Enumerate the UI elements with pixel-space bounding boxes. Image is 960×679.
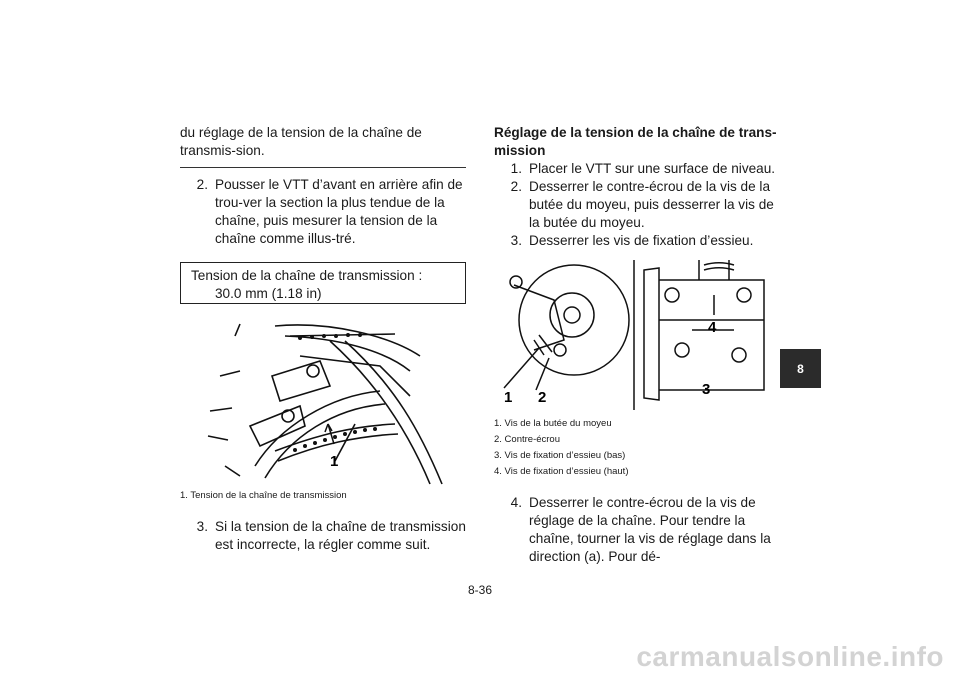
step-text: Si la tension de la chaîne de transmission est incorrecte, la régler comme suit. [215,519,466,552]
step-text: Placer le VTT sur une surface de niveau. [529,161,776,176]
figure1-callout: 1 [330,453,339,470]
step-1 [494,160,780,178]
step-3 [180,518,466,554]
step-number: 2. [196,177,208,192]
section-heading: Réglage de la tension de la chaîne de trans-mission [494,125,777,158]
step-number: 3. [510,233,522,248]
spec-value: 30.0 mm (1.18 in) [215,286,322,301]
left-column [180,124,466,554]
chapter-tab: 8 [780,349,821,388]
step-text: Desserrer le contre-écrou de la vis de la butée du moyeu, puis desserrer la vis de la butée du moyeu. [529,179,774,230]
caption-item: 1. Vis de la butée du moyeu [494,418,612,429]
figure1-caption: 1. Tension de la chaîne de transmission [180,490,347,501]
figure2-captions [494,416,780,480]
step-text: Desserrer les vis de fixation d’essieu. [529,233,754,248]
figure2-callout-3: 3 [702,381,711,398]
intro-paragraph: du réglage de la tension de la chaîne de transmis-sion. [180,125,422,158]
page-number: 8-36 [467,583,493,597]
spec-label: Tension de la chaîne de transmission : [191,268,423,283]
figure2-callout-2: 2 [538,389,547,406]
divider [180,167,466,168]
watermark-logo: carmanualsonline.info [636,641,944,672]
figure2-callout-1: 1 [504,389,513,406]
chain-tension-figure [180,316,466,486]
chain-illustration [180,316,466,486]
step-number: 3. [196,519,208,534]
caption-item: 4. Vis de fixation d’essieu (haut) [494,466,629,477]
caption-item: 3. Vis de fixation d’essieu (bas) [494,450,626,461]
right-column [494,124,780,566]
hub-adjustment-figure [494,260,780,410]
step-2 [494,178,780,232]
step-text: Desserrer le contre-écrou de la vis de réglage de la chaîne. Pour tendre la chaîne, tourner la vis de réglage dans la direction (a). Pour dé- [529,495,771,564]
step-4 [494,494,780,566]
hub-illustration [494,260,780,410]
spec-box [180,262,466,304]
figure2-callout-4: 4 [708,319,717,336]
step-number: 2. [510,179,522,194]
step-2 [180,176,466,248]
step-number: 4. [510,495,522,510]
step-3 [494,232,780,250]
step-text: Pousser le VTT d’avant en arrière afin de trou-ver la section la plus tendue de la chaîne, puis mesurer la tension de la chaîne comme illus-tré. [215,177,463,246]
caption-item: 2. Contre-écrou [494,434,561,445]
step-number: 1. [510,161,522,176]
